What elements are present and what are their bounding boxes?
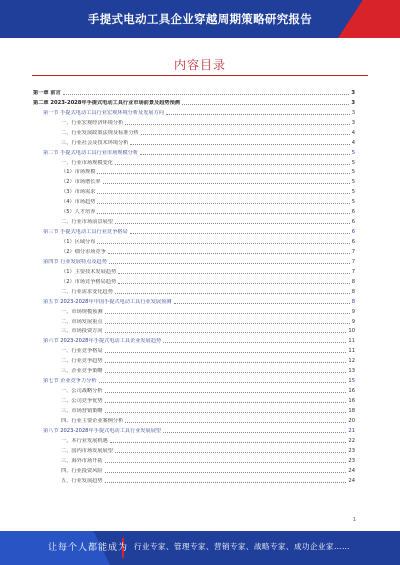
toc-entry[interactable] — [33, 265, 355, 275]
toc-leader-dots — [140, 153, 350, 155]
toc-leader-dots — [105, 391, 347, 393]
toc-entry[interactable] — [33, 285, 355, 295]
toc-leader-dots — [110, 441, 347, 443]
toc-entry[interactable] — [33, 255, 355, 265]
toc-entry-title: 五、行业发展趋势 — [61, 477, 103, 484]
toc-entry[interactable] — [33, 86, 355, 96]
toc-entry[interactable] — [33, 195, 355, 205]
toc-entry[interactable] — [33, 126, 355, 136]
toc-entry-page: 15 — [348, 378, 355, 385]
toc-entry-title: 第二章 2023-2028年手提式电动工具行业市场前景及趋势预测 — [33, 99, 180, 106]
toc-leader-dots — [163, 341, 346, 343]
toc-entry[interactable] — [33, 225, 355, 235]
toc-entry[interactable] — [33, 384, 355, 394]
toc-leader-dots — [105, 351, 347, 353]
toc-entry[interactable] — [33, 344, 355, 354]
toc-entry[interactable] — [33, 434, 355, 444]
toc-entry-title: 三、行业社会及技术环境分析 — [61, 139, 129, 146]
toc-entry-page: 5 — [351, 179, 355, 186]
toc-leader-dots — [115, 292, 350, 294]
toc-entry-title: （3）市场需求 — [61, 189, 96, 196]
toc-leader-dots — [115, 451, 347, 453]
toc-entry-page: 4 — [351, 129, 355, 136]
toc-entry-page: 13 — [348, 368, 355, 375]
toc-entry-page: 8 — [351, 278, 355, 285]
toc-entry-title: （2）市场增长率 — [61, 179, 101, 186]
toc-entry[interactable] — [33, 424, 355, 434]
toc-entry[interactable] — [33, 414, 355, 424]
toc-entry-title: 第五节 2023-2028年中国手提式电动工具行业发展预测 — [43, 298, 172, 305]
toc-entry[interactable] — [33, 404, 355, 414]
page-number: 1 — [352, 517, 356, 523]
toc-leader-dots — [97, 192, 349, 194]
toc-entry-page: 23 — [348, 457, 355, 464]
toc-leader-dots — [97, 242, 349, 244]
toc-entry-page: 5 — [351, 189, 355, 196]
toc-entry-page: 7 — [351, 248, 355, 255]
toc-entry[interactable] — [33, 325, 355, 335]
toc-leader-dots — [118, 272, 350, 274]
toc-entry-title: 第七节 企业竞争力分析 — [43, 378, 97, 385]
toc-leader-dots — [105, 361, 347, 363]
toc-entry[interactable] — [33, 364, 355, 374]
toc-entry-title: 二、行业市场前景展望 — [61, 219, 113, 226]
toc-leader-dots — [105, 411, 347, 413]
toc-entry-title: 第一章 前言 — [33, 89, 61, 96]
toc-entry-title: 三、海外市场开拓 — [61, 457, 103, 464]
toc-entry-page: 6 — [351, 239, 355, 245]
toc-entry[interactable] — [33, 275, 355, 285]
toc-entry-page: 11 — [348, 338, 355, 345]
toc-entry-title: 一、公司战略分析 — [61, 388, 103, 395]
toc-entry[interactable] — [33, 156, 355, 166]
toc-entry-title: 二、国内市场发展展望 — [61, 447, 113, 454]
toc-entry-title: 二、市场发展重点 — [61, 318, 103, 325]
toc-entry[interactable] — [33, 464, 355, 474]
footer-tagline: 行业专家、管理专家、营销专家、战略专家、成功企业家…… — [134, 542, 350, 551]
toc-entry[interactable] — [33, 295, 355, 305]
toc-leader-dots — [97, 212, 349, 214]
toc-entry-page: 6 — [351, 209, 355, 216]
toc-entry-title: 第六节 2023-2028年手提式电动工具企业发展趋势 — [43, 338, 162, 345]
toc-entry-title: （4）市场趋势 — [61, 199, 96, 206]
toc-leader-dots — [105, 471, 347, 473]
toc-leader-dots — [105, 461, 347, 463]
toc-entry-page: 3 — [351, 109, 355, 116]
toc-entry-page: 7 — [351, 258, 355, 265]
toc-entry-title: （2）市场竞争格局趋势 — [61, 278, 117, 285]
toc-entry-page: 21 — [348, 427, 355, 434]
toc-entry-title: 第一节 手提式电动工具行业宏观环境分析及发展方向 — [43, 109, 164, 116]
toc-entry-title: 二、行业需求变化趋势 — [61, 288, 113, 295]
toc-entry-title: 二、公司竞争优势 — [61, 398, 103, 404]
toc-entry-page: 3 — [351, 119, 355, 126]
toc-entry-page: 8 — [351, 298, 355, 305]
toc-entry-page: 24 — [348, 477, 355, 484]
toc-leader-dots — [130, 143, 349, 145]
toc-entry-title: 三、市场投资方向 — [61, 328, 103, 335]
toc-entry-page: 5 — [351, 159, 355, 166]
toc-entry-page: 12 — [348, 358, 355, 365]
toc-entry-page: 3 — [351, 89, 355, 96]
toc-entry-title: 第八节 2023-2028年手提式电动工具行业发展展望 — [43, 427, 162, 434]
toc-entry-title: 第四节 行业发展特点及趋势 — [43, 258, 107, 265]
toc-entry-page: 22 — [348, 437, 355, 444]
toc-entry[interactable] — [33, 106, 355, 116]
toc-entry[interactable] — [33, 374, 355, 384]
toc-leader-dots — [182, 103, 349, 105]
toc-entry-page: 8 — [351, 288, 355, 295]
table-of-contents — [33, 86, 355, 484]
toc-entry[interactable] — [33, 454, 355, 464]
toc-entry-page: 23 — [348, 447, 355, 454]
toc-entry-title: 四、行业主要企业案例分析 — [61, 417, 124, 424]
toc-leader-dots — [103, 182, 350, 184]
toc-entry-page: 16 — [348, 398, 355, 404]
toc-entry-page: 6 — [351, 219, 355, 226]
toc-entry-title: 二、行业发展政策法规及标准分析 — [61, 129, 139, 136]
toc-entry[interactable] — [33, 146, 355, 156]
toc-entry[interactable] — [33, 305, 355, 315]
toc-entry-page: 6 — [351, 229, 355, 236]
toc-leader-dots — [118, 282, 350, 284]
toc-entry-title: 一、行业市场规模变化 — [61, 159, 113, 166]
toc-entry-title: （1）市场规模 — [61, 169, 96, 176]
document-title: 手提式电动工具企业穿越周期策略研究报告 — [87, 12, 313, 26]
toc-entry[interactable] — [33, 116, 355, 126]
toc-entry-title: 第二节 手提式电动工具行业市场规模分析 — [43, 149, 139, 156]
toc-leader-dots — [105, 371, 347, 373]
toc-entry-page: 11 — [348, 348, 355, 355]
toc-leader-dots — [97, 202, 349, 204]
toc-leader-dots — [125, 421, 346, 423]
toc-entry[interactable] — [33, 185, 355, 195]
toc-entry[interactable] — [33, 96, 355, 106]
toc-entry-title: 三、市场营销策略 — [61, 407, 103, 414]
toc-entry-page: 4 — [351, 139, 355, 146]
toc-divider — [32, 75, 368, 76]
toc-entry-title: （1）主要技术发展趋势 — [61, 268, 117, 275]
toc-leader-dots — [105, 331, 347, 333]
toc-entry[interactable] — [33, 215, 355, 225]
footer-slogan: 让每个人都能成为 — [48, 543, 129, 553]
toc-entry[interactable] — [33, 444, 355, 454]
toc-entry-title: 二、行业竞争趋势 — [61, 358, 103, 365]
toc-entry-page: 16 — [348, 388, 355, 395]
toc-leader-dots — [166, 113, 350, 115]
toc-leader-dots — [141, 133, 350, 135]
toc-entry[interactable] — [33, 474, 355, 484]
toc-entry[interactable] — [33, 175, 355, 185]
toc-entry-page: 5 — [351, 199, 355, 206]
toc-entry-page: 7 — [351, 268, 355, 275]
toc-leader-dots — [115, 222, 350, 224]
toc-leader-dots — [125, 123, 349, 125]
toc-entry-page: 3 — [351, 99, 355, 106]
toc-entry[interactable] — [33, 136, 355, 146]
toc-entry-title: 三、企业竞争策略 — [61, 368, 103, 375]
toc-leader-dots — [174, 302, 350, 304]
toc-entry-page: 10 — [348, 328, 355, 335]
toc-entry-page: 9 — [351, 318, 355, 325]
toc-entry[interactable] — [33, 334, 355, 344]
toc-entry-title: 第三节 手提式电动工具行业竞争格局 — [43, 229, 128, 236]
toc-leader-dots — [63, 93, 350, 95]
toc-entry-title: 一、行业竞争格局 — [61, 348, 103, 355]
toc-entry-title: （2）细分市场竞争 — [61, 248, 106, 255]
toc-entry-title: 四、行业投资风险 — [61, 467, 103, 474]
toc-leader-dots — [105, 401, 347, 403]
toc-entry-page: 18 — [348, 407, 355, 414]
toc-entry-title: （5）人才培养 — [61, 209, 96, 216]
toc-leader-dots — [130, 232, 350, 234]
toc-entry-page: 5 — [351, 169, 355, 176]
toc-leader-dots — [105, 481, 347, 483]
toc-entry-page: 20 — [348, 417, 355, 424]
toc-entry[interactable] — [33, 205, 355, 215]
toc-leader-dots — [115, 163, 350, 165]
toc-leader-dots — [99, 381, 347, 383]
toc-leader-dots — [109, 262, 350, 264]
toc-entry[interactable] — [33, 245, 355, 255]
toc-entry[interactable] — [33, 166, 355, 176]
toc-leader-dots — [105, 322, 350, 324]
toc-entry-page: 5 — [351, 149, 355, 156]
toc-entry[interactable] — [33, 235, 355, 245]
toc-leader-dots — [163, 431, 346, 433]
toc-entry-title: 一、市场规模预测 — [61, 308, 103, 315]
toc-entry-page: 24 — [348, 467, 355, 474]
toc-entry[interactable] — [33, 354, 355, 364]
toc-entry-title: 一、行业宏观经济环境分析 — [61, 119, 124, 126]
toc-entry[interactable] — [33, 394, 355, 404]
toc-entry-title: 一、本行业发展机遇 — [61, 437, 108, 444]
toc-leader-dots — [105, 312, 350, 314]
toc-leader-dots — [108, 252, 350, 254]
toc-entry-page: 9 — [351, 308, 355, 315]
toc-title: 内容目录 — [173, 58, 226, 72]
toc-entry[interactable] — [33, 315, 355, 325]
toc-entry-title: （1）区域分布 — [61, 239, 96, 245]
toc-leader-dots — [97, 172, 349, 174]
